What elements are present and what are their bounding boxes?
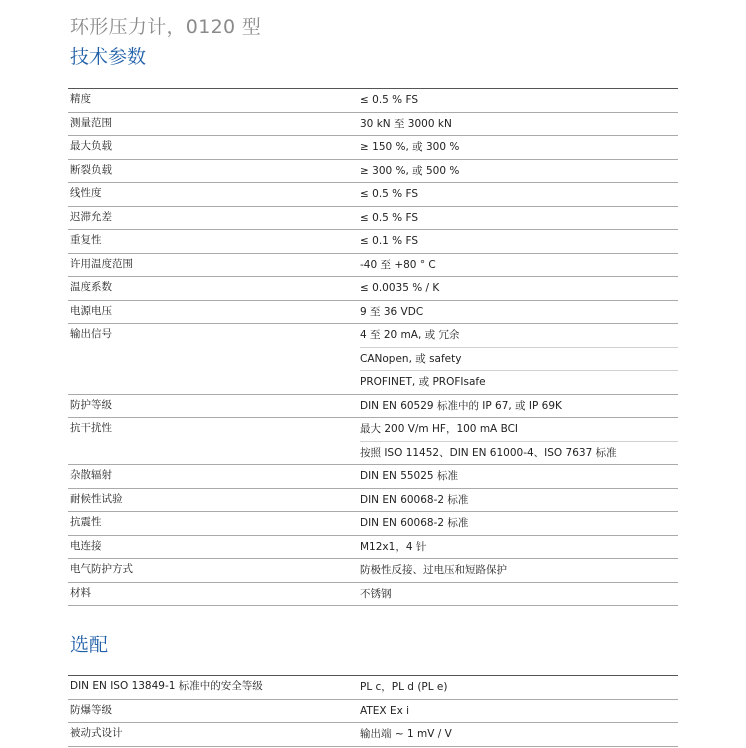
spec-value-line: 9 至 36 VDC — [360, 305, 424, 318]
spec-value-line: ≤ 0.5 % FS — [360, 211, 419, 224]
spec-value — [360, 512, 678, 535]
spec-value — [360, 583, 678, 606]
spec-value — [360, 559, 678, 582]
spec-value-line: PROFINET, 或 PROFIsafe — [360, 376, 486, 388]
spec-value — [360, 277, 678, 300]
spec-label: 电连接 — [70, 539, 102, 552]
spec-row — [68, 301, 678, 325]
spec-row — [68, 207, 678, 231]
spec-row — [68, 254, 678, 278]
spec-value-line: 按照 ISO 11452、DIN EN 61000-4、ISO 7637 标准 — [360, 446, 617, 459]
spec-row — [68, 465, 678, 489]
spec-value — [360, 254, 678, 277]
spec-value — [360, 207, 678, 230]
spec-row — [68, 512, 678, 536]
spec-row — [68, 395, 678, 419]
spec-row — [68, 136, 678, 160]
spec-row — [68, 324, 678, 395]
spec-value-line: ATEX Ex i — [360, 704, 410, 717]
spec-value-line: ≤ 0.5 % FS — [360, 188, 419, 200]
spec-value-line: PL c，PL d (PL e) — [360, 681, 448, 693]
spec-row — [68, 700, 678, 724]
spec-value — [360, 301, 678, 324]
spec-value — [360, 230, 678, 253]
spec-label: 线性度 — [70, 187, 102, 199]
spec-label: DIN EN ISO 13849-1 标准中的安全等级 — [70, 680, 263, 692]
spec-value — [360, 324, 678, 394]
spec-label: 材料 — [70, 586, 91, 599]
spec-label: 输出信号 — [70, 328, 112, 340]
spec-label: 重复性 — [70, 234, 102, 246]
spec-label: 温度系数 — [70, 281, 112, 293]
spec-value — [360, 536, 678, 559]
spec-row — [68, 489, 678, 513]
spec-value — [360, 160, 678, 183]
spec-label: 防护等级 — [70, 398, 112, 411]
spec-value-line: 30 kN 至 3000 kN — [360, 117, 452, 130]
spec-row — [68, 676, 678, 700]
spec-value-line: CANopen, 或 safety — [360, 348, 678, 372]
spec-row — [68, 723, 678, 747]
spec-value-line: DIN EN 60068-2 标准 — [360, 517, 469, 529]
spec-value-line: 4 至 20 mA, 或 冗余 — [360, 324, 678, 348]
spec-value-line: DIN EN 55025 标准 — [360, 470, 458, 482]
spec-label: 防爆等级 — [70, 703, 112, 716]
spec-row — [68, 113, 678, 137]
product-title: 环形压力计，0120 型 — [70, 16, 261, 38]
spec-label: 断裂负载 — [70, 163, 112, 176]
spec-label: 杂散辐射 — [70, 469, 112, 481]
spec-value — [360, 183, 678, 206]
spec-value-line: DIN EN 60068-2 标准 — [360, 493, 469, 506]
spec-label: 被动式设计 — [70, 727, 123, 739]
spec-value — [360, 136, 678, 159]
spec-value-line: ≤ 0.0035 % / K — [360, 282, 440, 294]
spec-row — [68, 559, 678, 583]
spec-value — [360, 676, 678, 699]
spec-value-line: 不锈钢 — [360, 587, 392, 600]
spec-value-line: 输出端 ~ 1 mV / V — [360, 728, 452, 740]
spec-row — [68, 160, 678, 184]
spec-row — [68, 536, 678, 560]
spec-value-line: 防极性反接、过电压和短路保护 — [360, 564, 507, 576]
spec-label: 精度 — [70, 93, 91, 105]
options-section-title: 选配 — [70, 634, 109, 656]
spec-value — [360, 89, 678, 112]
spec-value-line: ≥ 300 %, 或 500 % — [360, 164, 460, 177]
spec-value — [360, 723, 678, 746]
spec-label: 抗干扰性 — [70, 422, 112, 434]
spec-value-line: ≤ 0.5 % FS — [360, 94, 419, 106]
options-spec-table — [68, 675, 678, 747]
spec-label: 耐候性试验 — [70, 492, 123, 505]
spec-label: 最大负载 — [70, 140, 112, 152]
spec-value-line: 最大 200 V/m HF，100 mA BCI — [360, 418, 678, 442]
spec-row — [68, 230, 678, 254]
spec-value — [360, 489, 678, 512]
spec-value — [360, 465, 678, 488]
spec-row — [68, 183, 678, 207]
technical-section-title: 技术参数 — [70, 46, 147, 68]
spec-label: 测量范围 — [70, 116, 112, 129]
spec-value-line: ≤ 0.1 % FS — [360, 235, 419, 247]
spec-row — [68, 418, 678, 465]
spec-row — [68, 89, 678, 113]
spec-value — [360, 700, 678, 723]
spec-label: 电源电压 — [70, 304, 112, 317]
technical-spec-table — [68, 88, 678, 606]
spec-value-line: ≥ 150 %, 或 300 % — [360, 141, 460, 153]
spec-value-line: M12x1，4 针 — [360, 540, 427, 553]
spec-value-line: -40 至 +80 ° C — [360, 258, 436, 271]
spec-label: 抗震性 — [70, 516, 102, 528]
spec-label: 许用温度范围 — [70, 257, 133, 270]
spec-value-line: DIN EN 60529 标准中的 IP 67, 或 IP 69K — [360, 399, 562, 412]
spec-label: 电气防护方式 — [70, 563, 133, 575]
spec-value — [360, 113, 678, 136]
spec-value — [360, 418, 678, 464]
spec-value — [360, 395, 678, 418]
spec-label: 迟滞允差 — [70, 210, 112, 223]
spec-row — [68, 277, 678, 301]
spec-row — [68, 583, 678, 607]
